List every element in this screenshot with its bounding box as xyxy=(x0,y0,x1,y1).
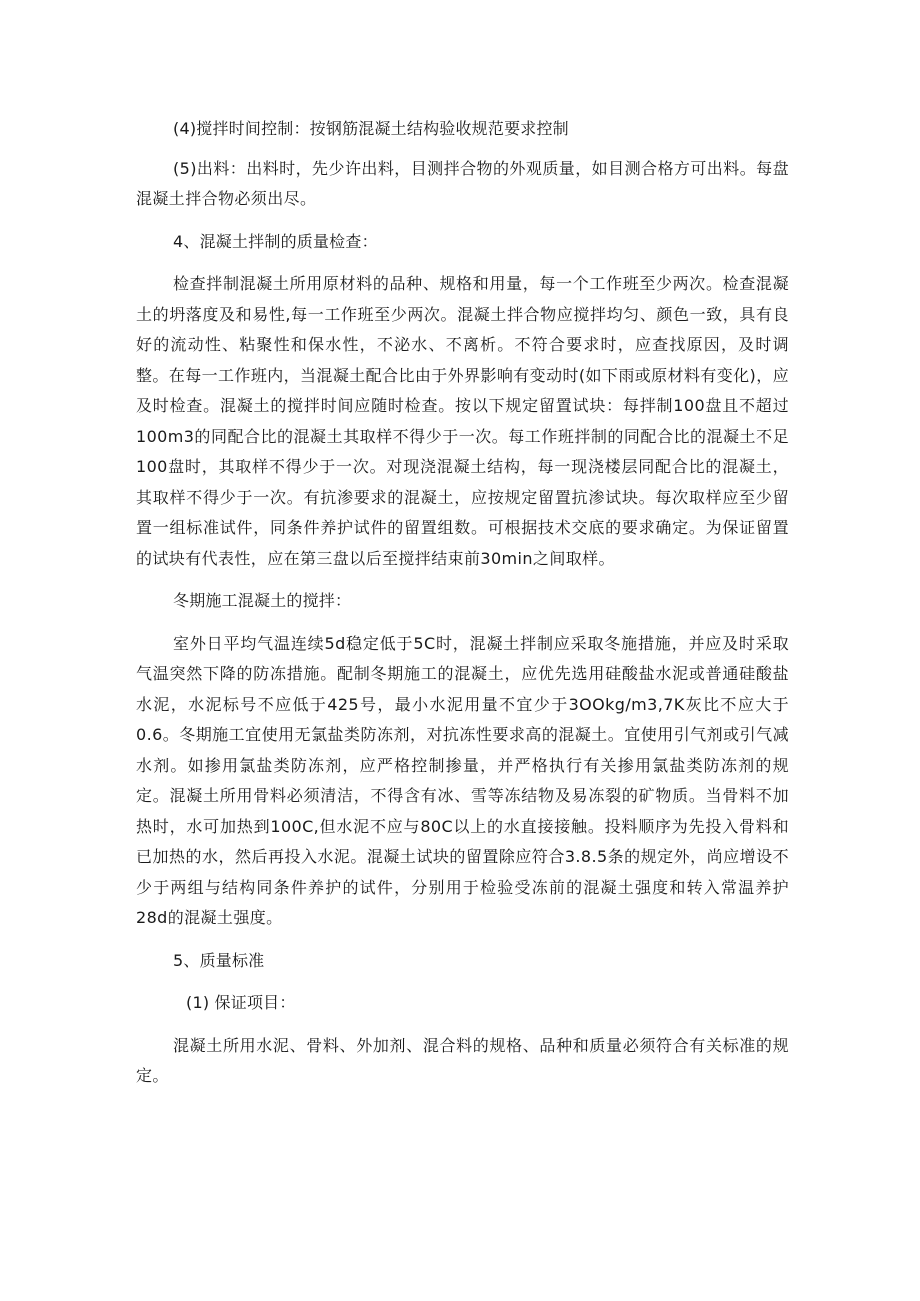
paragraph-quality-check: 检查拌制混凝土所用原材料的品种、规格和用量，每一个工作班至少两次。检查混凝土的坍落度及和易性,每一工作班至少两次。混凝土拌合物应搅拌均匀、颜色一致，具有良好的流动性、粘聚性和保水性，不泌水、不离析。不符合要求时，应查找原因，及时调整。在每一工作班内，当混凝土配合比由于外界影响有变动时(如下雨或原材料有变化)，应及时检查。混凝土的搅拌时间应随时检查。按以下规定留置试块：每拌制100盘且不超过100m3的同配合比的混凝土其取样不得少于一次。每工作班拌制的同配合比的混凝土不足100盘时，其取样不得少于一次。对现浇混凝土结构，每一现浇楼层同配合比的混凝土，其取样不得少于一次。有抗渗要求的混凝土，应按规定留置抗渗试块。每次取样应至少留置一组标准试件，同条件养护试件的留置组数。可根据技术交底的要求确定。为保证留置的试块有代表性，应在第三盘以后至搅拌结束前30min之间取样。 xyxy=(136,274,789,568)
section-heading-quality-standard: 5、质量标准 xyxy=(173,950,265,970)
paragraph-winter-mixing: 室外日平均气温连续5d稳定低于5C时，混凝土拌制应采取冬施措施，并应及时采取气温突然下降的防冻措施。配制冬期施工的混凝土，应优先选用硅酸盐水泥或普通硅酸盐水泥，水泥标号不应低于425号，最小水泥用量不宜少于3OOkg∕m3,7K灰比不应大于0.6。冬期施工宜使用无氯盐类防冻剂，对抗冻性要求高的混凝土。宜使用引气剂或引气减水剂。如掺用氯盐类防冻剂，应严格控制掺量，并严格执行有关掺用氯盐类防冻剂的规定。混凝土所用骨料必须清洁，不得含有冰、雪等冻结物及易冻裂的矿物质。当骨料不加热时，水可加热到100C,但水泥不应与80C以上的水直接接触。投料顺序为先投入骨料和已加热的水，然后再投入水泥。混凝土试块的留置除应符合3.8.5条的规定外，尚应增设不少于两组与结构同条件养护的试件，分别用于检验受冻前的混凝土强度和转入常温养护28d的混凝土强度。 xyxy=(136,633,789,927)
section-heading-quality-check: 4、混凝土拌制的质量检查： xyxy=(173,231,378,251)
paragraph-mixing-time: (4)搅拌时间控制：按钢筋混凝土结构验收规范要求控制 xyxy=(173,119,569,138)
subheading-winter-mixing: 冬期施工混凝土的搅拌： xyxy=(173,591,352,610)
document-body xyxy=(0,114,920,1092)
paragraph-discharge: (5)出料：出料时，先少许出料，目测拌合物的外观质量，如目测合格方可出料。每盘混凝土拌合物必须出尽。 xyxy=(136,158,789,208)
subheading-guarantee-items: (1) 保证项目： xyxy=(186,993,296,1012)
paragraph-materials-requirement: 混凝土所用水泥、骨料、外加剂、混合料的规格、品种和质量必须符合有关标准的规定。 xyxy=(136,1035,789,1085)
